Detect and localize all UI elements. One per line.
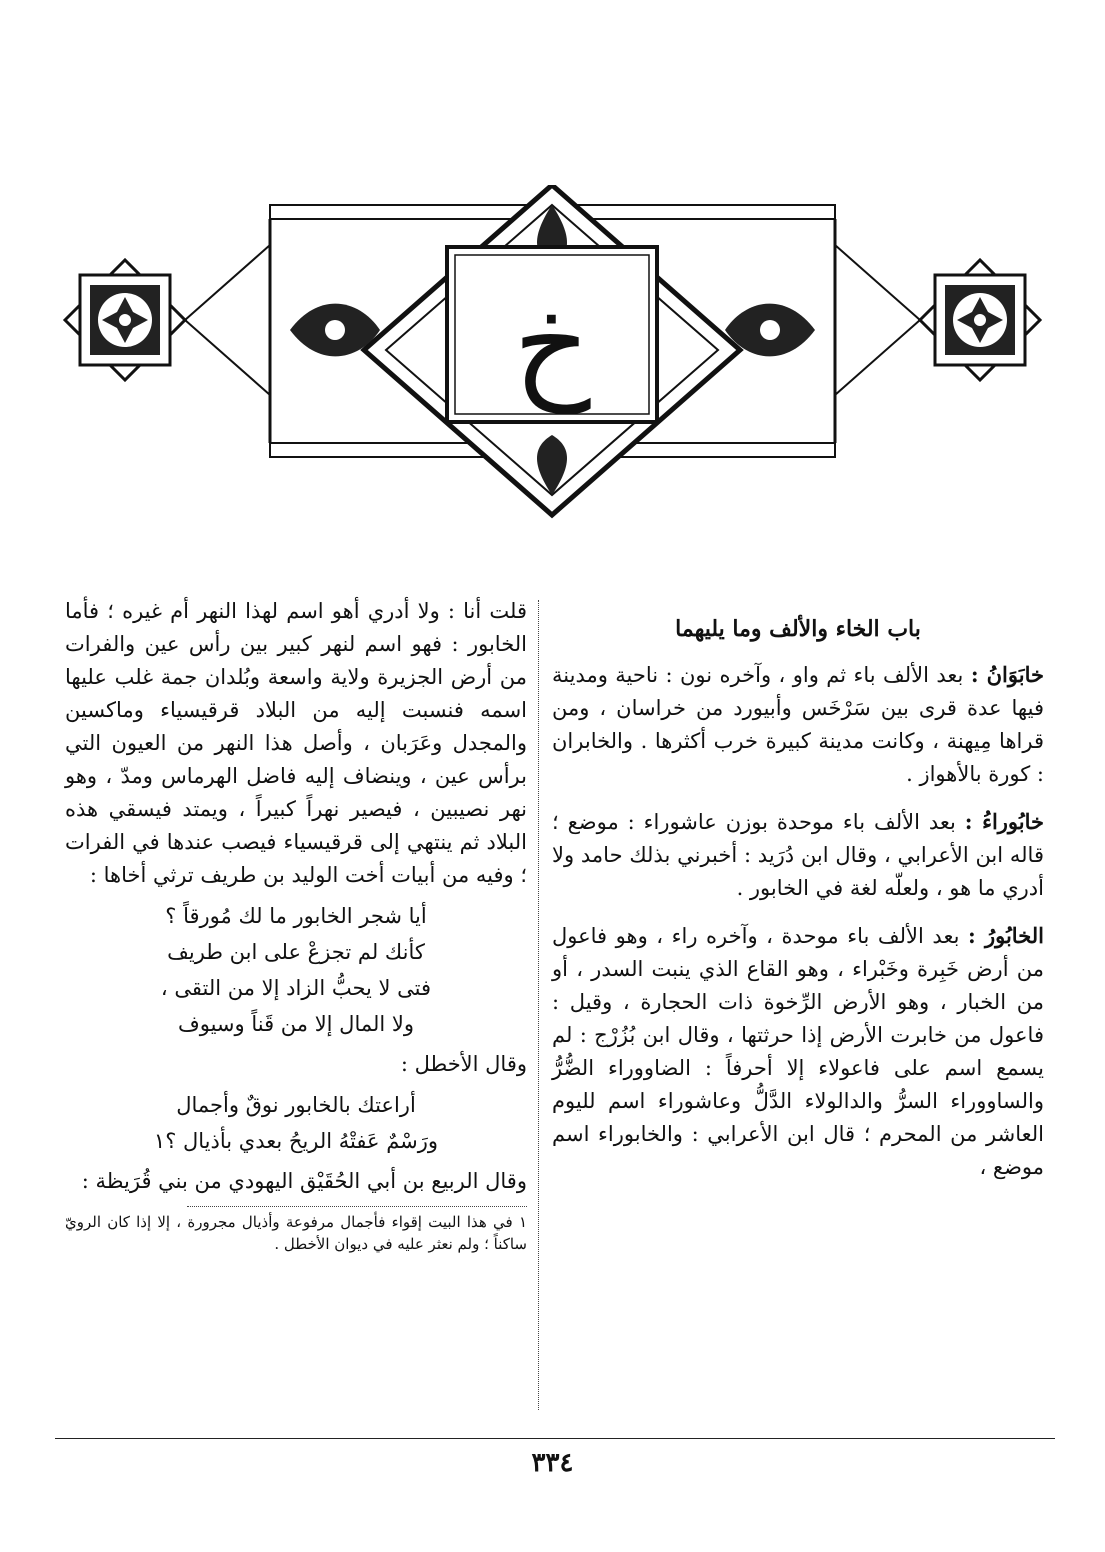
right-rosette	[920, 260, 1040, 380]
footnote: ١ في هذا البيت إقواء فأجمال مرفوعة وأذيال مجرورة ، إلا إذا كان الرويّ ساكناً ؛ ولم نعثر عليه في ديوان الأخطل .	[65, 1213, 527, 1253]
footnote-rule	[187, 1206, 527, 1207]
entry-headword: خابُوراءُ :	[964, 809, 1044, 834]
entry-headword: الخابُورُ :	[968, 923, 1044, 948]
poet-intro: وقال الأخطل :	[400, 1052, 527, 1076]
verse-line: كأنك لم تجزعْ على ابن طريف	[167, 940, 425, 964]
left-column	[65, 595, 527, 1255]
entry-body: بعد الألف باء موحدة ، وآخره راء ، وهو فاعول من أرض خَبِرة وخَبْراء ، وهو القاع الذي ينبت السدر ، أو من الخبار ، وهو الأرض الرِّخوة ذات الحجارة ، وقيل : فاعول من خابرت الأرض إذا حرثتها ، وقال ابن بُزُرْج : لم يسمع اسم على فاعولاء إلا أحرفاً : الضاووراء الضُّرُّ والساووراء السرُّ والدالولاء الدَّلُّ وعاشوراء اسم لليوم العاشر من المحرم ؛ قال ابن الأعرابي : والخابوراء اسم موضع ،	[552, 924, 1044, 1179]
verse-line: ورَسْمٌ عَفتْهُ الريحُ بعدي بأذيال ؟١	[153, 1129, 439, 1153]
paragraph: قلت أنا : ولا أدري أهو اسم لهذا النهر أم غيره ؛ فأما الخابور : فهو اسم لنهر كبير بين رأس عين والفرات من أرض الجزيرة ولاية واسعة وبُلدان جمة غلب عليها اسمه فنسبت إليه من البلاد قرقيسياء وماكسين والمجدل وعَرَبان ، وأصل هذا النهر من العيون التي برأس عين ، وينضاف إليه فاضل الهرماس ومدّ ، وهو نهر نصيبين ، فيصير نهراً كبيراً ، ويمتد فيسقي هذه البلاد ثم ينتهي إلى قرقيسياء فيصب عندها في الفرات ؛ وفيه من أبيات أخت الوليد بن طريف ترثي أخاها :	[65, 599, 527, 887]
section-title: باب الخاء والألف وما يليهما	[675, 616, 921, 642]
verse-line: فتى لا يحبُّ الزاد إلا من التقى ،	[160, 976, 432, 1000]
verse-block	[65, 1087, 527, 1159]
page-rule	[55, 1438, 1055, 1439]
entry-body: بعد الألف باء ثم واو ، وآخره نون : ناحية ومدينة فيها عدة قرى بين سَرْخَس وأبيورد من خراسان ، ومن قراها مِيهنة ، وكانت مدينة كبيرة خرب أكثرها . والخابران : كورة بالأهواز .	[552, 663, 1044, 786]
left-rosette	[65, 260, 185, 380]
verse-line: ولا المال إلا من قَناً وسيوف	[177, 1012, 415, 1036]
entry-headword: خابَوَانُ :	[970, 662, 1044, 687]
entry-body: بعد الألف باء موحدة بوزن عاشوراء : موضع ؛ قاله ابن الأعرابي ، وقال ابن دُرَيد : أخبرني بذلك حامد ولا أدري ما هو ، ولعلّه لغة في الخابور .	[552, 810, 1044, 900]
verse-line: أراعتك بالخابور نوقٌ وأجمال	[176, 1093, 416, 1117]
verse-block	[65, 898, 527, 1042]
right-column	[552, 595, 1044, 1198]
entry-al-khabur	[552, 919, 1044, 1184]
column-divider	[538, 600, 539, 1410]
header-ornament	[50, 185, 1055, 545]
header-letter: خ	[513, 275, 591, 414]
entry-khabawan	[552, 658, 1044, 791]
page-number: ٣٣٤	[531, 1448, 574, 1478]
verse-line: أيا شجر الخابور ما لك مُورقاً ؟	[165, 904, 427, 928]
entry-khaburaa	[552, 805, 1044, 905]
poet-intro: وقال الربيع بن أبي الحُقَيْق اليهودي من بني قُرَيظة :	[81, 1169, 527, 1193]
